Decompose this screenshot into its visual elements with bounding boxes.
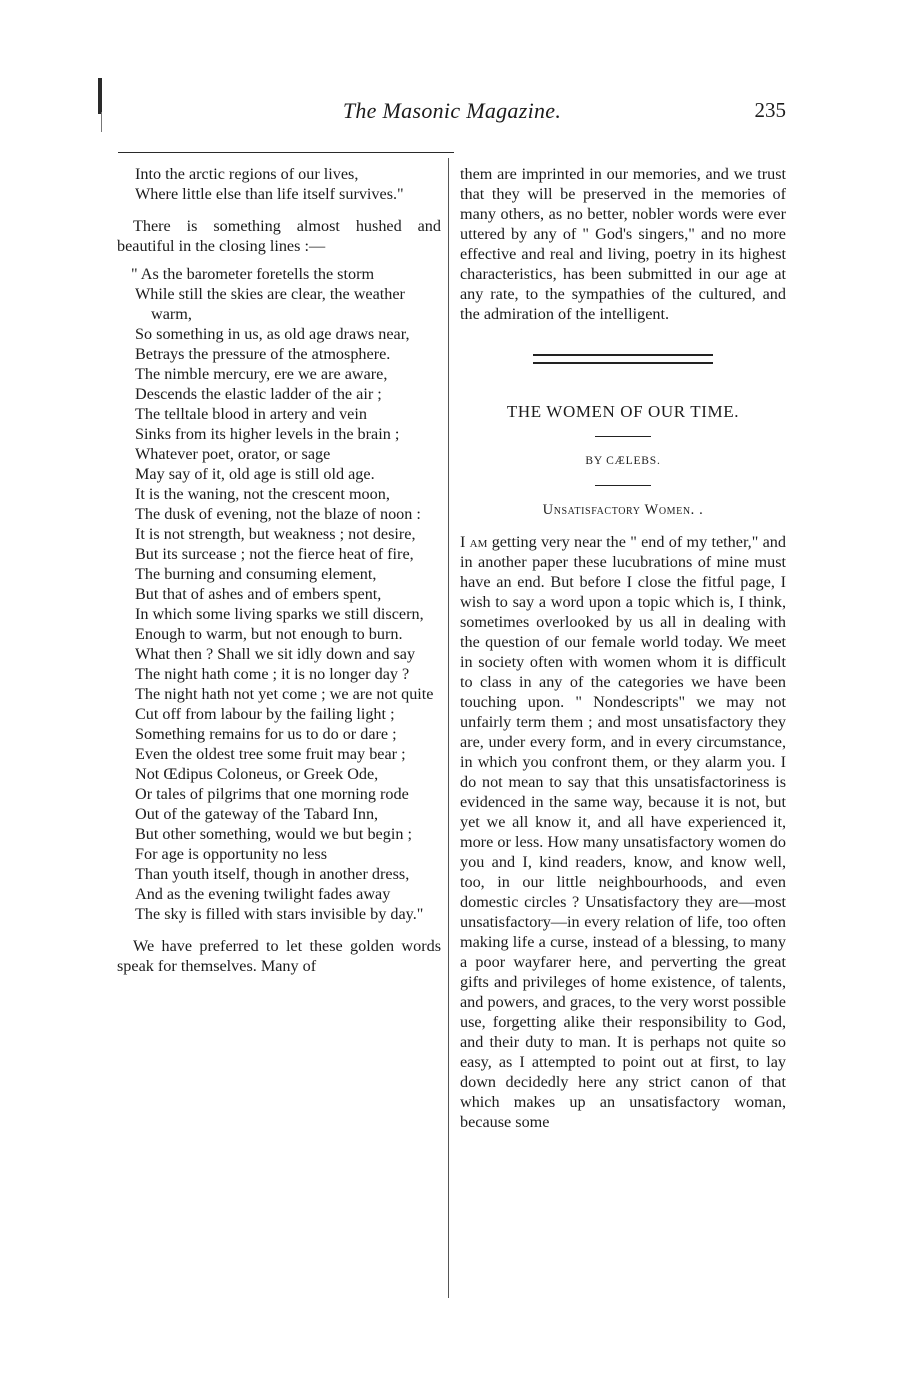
opening-words: I am [460, 533, 488, 551]
verse-line: What then ? Shall we sit idly down and say [135, 645, 416, 663]
verse-line: May say of it, old age is still old age. [135, 465, 375, 483]
verse-line: Cut off from labour by the failing light ; [135, 705, 395, 723]
verse-line: Out of the gateway of the Tabard Inn, [135, 805, 379, 823]
verse-line: The burning and consuming element, [135, 565, 377, 583]
article-body [460, 532, 786, 1132]
poem [117, 264, 441, 924]
verse-line: The telltale blood in artery and vein [135, 405, 367, 423]
verse-line: The nimble mercury, ere we are aware, [135, 365, 388, 383]
verse-fragment [117, 164, 441, 204]
column-divider [448, 158, 449, 1298]
verse-line: And as the evening twilight fades away [135, 885, 391, 903]
verse-line: But other something, would we but begin ; [135, 825, 412, 843]
header-rule [118, 152, 454, 153]
paragraph-continued: them are imprinted in our memories, and we trust that they will be preserved in the memories of many others, as no better, nobler words were ever uttered by any of " God's singers," and no more effective and real and living, poetry in its highest characteristics, has been submitted in our age at any rate, to the sympathies of the cultured, and the admiration of the intelligent. [460, 165, 786, 323]
page-header [118, 98, 786, 132]
verse-line: Whatever poet, orator, or sage [135, 445, 331, 463]
verse-line: Enough to warm, but not enough to burn. [135, 625, 403, 643]
verse-line: Than youth itself, though in another dress, [135, 865, 410, 883]
verse-line: The night hath come ; it is no longer day ? [135, 665, 410, 683]
verse-line: Something remains for us to do or dare ; [135, 725, 397, 743]
verse-line: While still the skies are clear, the weather warm, [135, 285, 405, 323]
verse-line: It is not strength, but weakness ; not desire, [135, 525, 416, 543]
margin-ink-mark [98, 78, 102, 114]
verse-line: But its surcease ; not the fierce heat of fire, [135, 545, 414, 563]
page-number: 235 [754, 98, 786, 122]
verse-line: The night hath not yet come ; we are not quite [135, 685, 434, 703]
article-title: THE WOMEN OF OUR TIME. [506, 402, 740, 421]
verse-line: For age is opportunity no less [135, 845, 327, 863]
verse-line: Into the arctic regions of our lives, [135, 165, 359, 183]
paragraph: There is something almost hushed and beautiful in the closing lines :— [117, 217, 441, 255]
article-body-text: getting very near the " end of my tether," and in another paper these lucubrations of mine must have an end. But before I close the fitful page, I wish to say a word upon a topic which is, I think, sometimes overlooked by us all in dealing with the question of our female world today. We meet in society often with women whom it is difficult to class in any of the categories we have been touching upon. " Nondescripts" we may not unfairly term them ; and most unsatisfactory they are, under every form, and in every circumstance, in which you confront them, or they alarm you. I do not mean to say that this unsatisfactoriness is evidenced in the same way, because it is not, but yet we all know it, and all have experienced it, more or less. How many unsatisfactory women do you and I, kind readers, know, and know well, too, in our little neighbourhoods, and even domestic circles ? Unsatisfactory they are—most unsatisfactory—in every relation of life, too often making life a curse, instead of a blessing, to many a poor wayfarer here, and perverting the great gifts and privileges of home existence, of talents, and powers, and graces, to the very worst possible use, forgetting alike their responsibility to God, and their duty to man. It is perhaps not quite so easy, as I attempted to point out at first, to lay down decidedly here any strict canon of that which makes up an unsatisfactory woman, because some [460, 533, 786, 1131]
paragraph: We have preferred to let these golden words speak for themselves. Many of [117, 937, 441, 975]
verse-line: Sinks from its higher levels in the brain ; [135, 425, 400, 443]
right-column [460, 164, 786, 1132]
verse-line: Not Œdipus Coloneus, or Greek Ode, [135, 765, 379, 783]
margin-ink-tail [101, 112, 102, 132]
byline: BY CÆLEBS. [585, 455, 661, 467]
verse-line: Or tales of pilgrims that one morning rode [135, 785, 409, 803]
running-title: The Masonic Magazine. [342, 98, 562, 123]
verse-line: Where little else than life itself survives." [135, 185, 404, 203]
left-column [117, 164, 441, 976]
verse-line: Even the oldest tree some fruit may bear ; [135, 745, 406, 763]
verse-line: Descends the elastic ladder of the air ; [135, 385, 382, 403]
section-subtitle: Unsatisfactory Women. . [542, 502, 704, 518]
verse-line: " As the barometer foretells the storm [131, 265, 375, 283]
verse-line: It is the waning, not the crescent moon, [135, 485, 390, 503]
verse-line: Betrays the pressure of the atmosphere. [135, 345, 391, 363]
verse-line: In which some living sparks we still discern, [135, 605, 424, 623]
verse-line: The sky is filled with stars invisible by day." [135, 905, 424, 923]
verse-line: But that of ashes and of embers spent, [135, 585, 382, 603]
verse-line: The dusk of evening, not the blaze of noon : [135, 505, 421, 523]
section-double-rule [533, 354, 713, 364]
verse-line: So something in us, as old age draws near, [135, 325, 410, 343]
